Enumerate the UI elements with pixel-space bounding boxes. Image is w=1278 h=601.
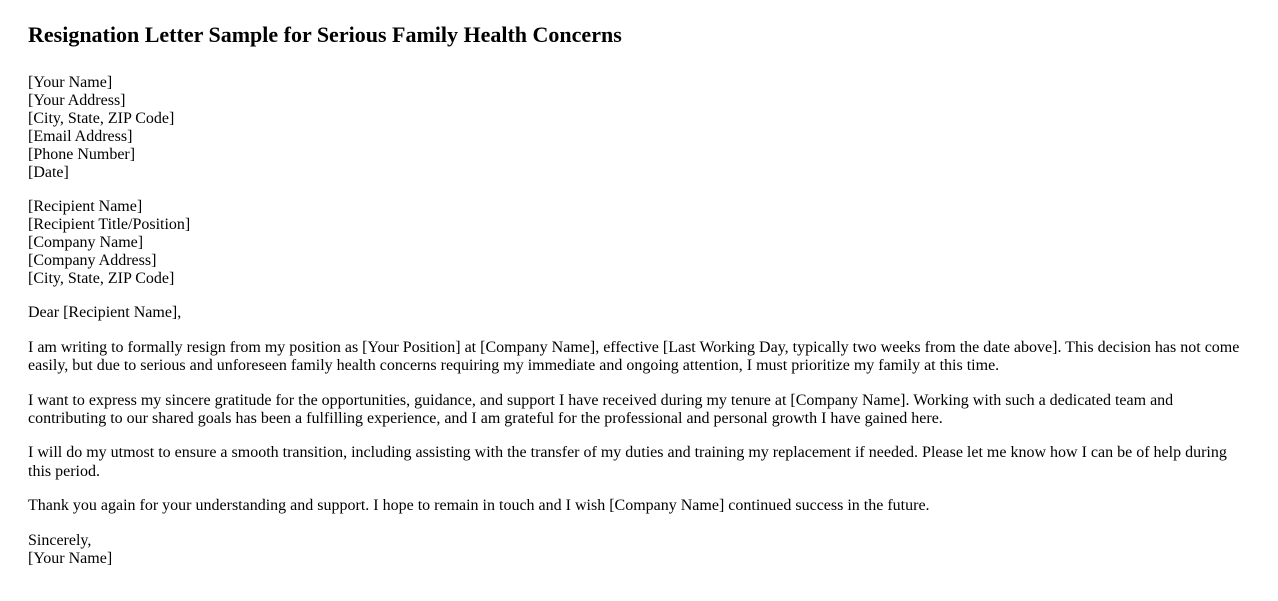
recipient-block xyxy=(28,198,1242,288)
recipient-name-line: [Recipient Name] xyxy=(28,198,143,216)
closing-sincerely-line: Sincerely, xyxy=(28,531,92,549)
sender-city-line: [City, State, ZIP Code] xyxy=(28,110,175,128)
page-title: Resignation Letter Sample for Serious Family Health Concerns xyxy=(28,22,622,47)
paragraph-gratitude: I want to express my sincere gratitude for the opportunities, guidance, and support I have received during my tenure at [Company Name]. Working with such a dedicated team and contributing to our shared goals has been a fulfilling experience, and I am grateful for the professional and personal growth I have gained here. xyxy=(28,391,1174,427)
sender-address-line: [Your Address] xyxy=(28,92,126,110)
recipient-address-line: [Company Address] xyxy=(28,252,157,270)
paragraph-thanks: Thank you again for your understanding and support. I hope to remain in touch and I wish [Company Name] continued success in the future. xyxy=(28,497,930,515)
sender-email-line: [Email Address] xyxy=(28,128,133,146)
closing-name-line: [Your Name] xyxy=(28,549,113,567)
salutation: Dear [Recipient Name], xyxy=(28,304,182,322)
recipient-company-line: [Company Name] xyxy=(28,234,144,252)
sender-block xyxy=(28,74,1242,182)
recipient-city-line: [City, State, ZIP Code] xyxy=(28,270,175,288)
sender-date-line: [Date] xyxy=(28,164,69,182)
sender-phone-line: [Phone Number] xyxy=(28,146,136,164)
paragraph-transition: I will do my utmost to ensure a smooth transition, including assisting with the transfer of my duties and training my replacement if needed. Please let me know how I can be of help during this period. xyxy=(28,444,1227,480)
sender-name-line: [Your Name] xyxy=(28,74,113,92)
recipient-title-line: [Recipient Title/Position] xyxy=(28,216,191,234)
closing-block xyxy=(28,532,1242,568)
paragraph-resignation: I am writing to formally resign from my position as [Your Position] at [Company Name], effective [Last Working Day, typically two weeks from the date above]. This decision has not come easily, but due to serious and unforeseen family health concerns requiring my immediate and ongoing attention, I must prioritize my family at this time. xyxy=(28,338,1240,375)
